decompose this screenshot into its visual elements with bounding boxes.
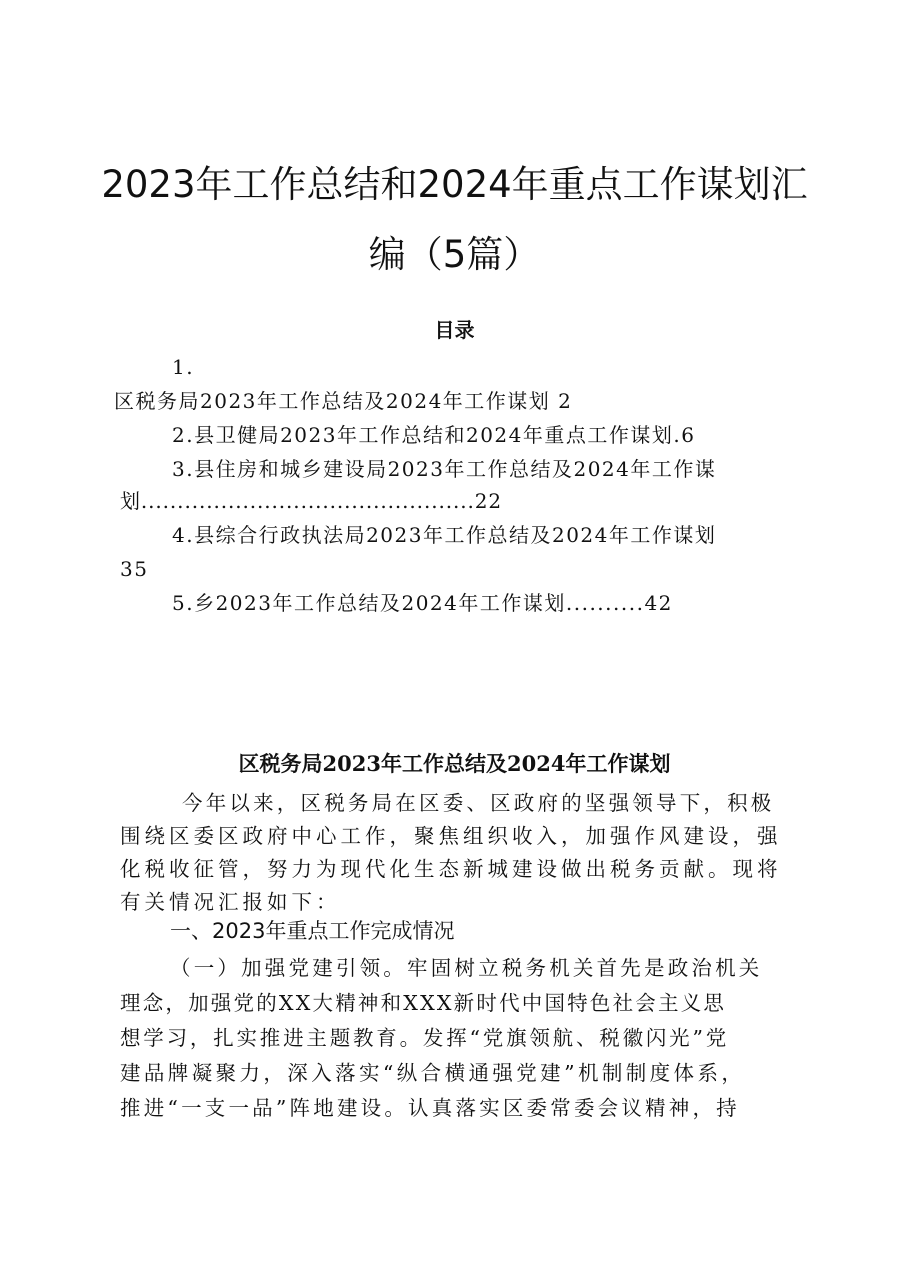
paragraph-line: 有关情况汇报如下： [120,890,341,914]
paragraph-line: 理念，加强党的XX大精神和XXX新时代中国特色社会主义思 [120,991,727,1015]
paragraph-line: 推进“一支一品”阵地建设。认真落实区委常委会议精神，持 [120,1096,740,1120]
paragraph-line: （一）加强党建引领。牢固树立税务机关首先是政治机关 [170,956,763,980]
document-title-line-1: 2023年工作总结和2024年重点工作谋划汇 [101,163,808,206]
paragraph-line: 建品牌凝聚力，深入落实“纵合横通强党建”机制制度体系， [120,1061,746,1085]
document-title-line-2: 编（5篇） [368,233,541,276]
toc-item-3-title[interactable]: 3.县住房和城乡建设局2023年工作总结及2024年工作谋 [172,457,717,481]
toc-item-1-title[interactable]: 区税务局2023年工作总结及2024年工作谋划 2 [114,389,573,413]
heading-level-1: 一、2023年重点工作完成情况 [170,919,455,943]
paragraph-line: 今年以来，区税务局在区委、区政府的坚强领导下，积极 [182,791,775,815]
toc-item-2[interactable]: 2.县卫健局2023年工作总结和2024年重点工作谋划.6 [172,423,696,447]
paragraph-line: 围绕区委区政府中心工作，聚焦组织收入，加强作风建设，强 [120,824,782,848]
toc-item-1-number[interactable]: 1. [172,355,195,379]
toc-heading: 目录 [434,318,475,342]
toc-item-4-page[interactable]: 35 [120,557,149,581]
toc-item-5[interactable]: 5.乡2023年工作总结及2024年工作谋划..........42 [172,591,673,615]
section-title: 区税务局2023年工作总结及2024年工作谋划 [238,751,671,776]
toc-item-3-continuation[interactable]: 划..............................................22 [120,489,502,513]
paragraph-line: 想学习，扎实推进主题教育。发挥“党旗领航、税徽闪光”党 [120,1026,730,1050]
paragraph-line: 化税收征管，努力为现代化生态新城建设做出税务贡献。现将 [120,857,782,881]
toc-item-4-title[interactable]: 4.县综合行政执法局2023年工作总结及2024年工作谋划 [172,523,717,547]
